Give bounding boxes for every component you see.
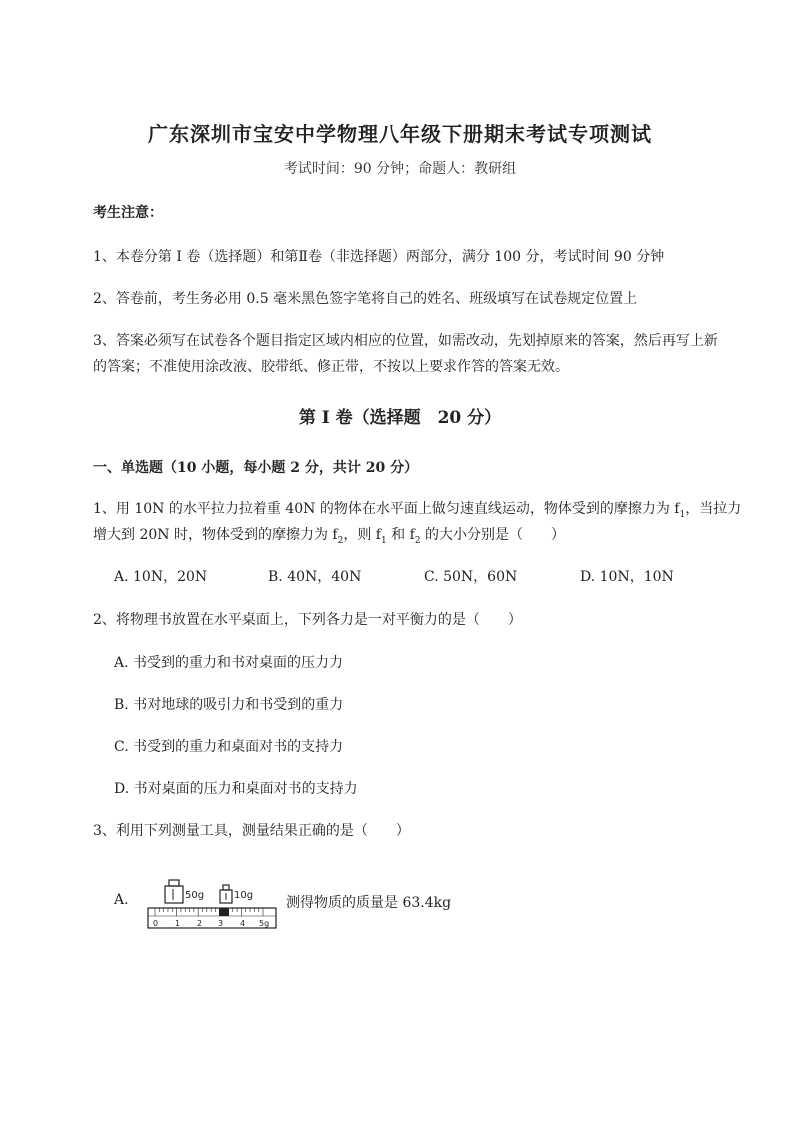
q2-option-d[interactable]: D. 书对桌面的压力和桌面对书的支持力 bbox=[114, 781, 358, 797]
weight-50g-label: 50g bbox=[185, 890, 205, 901]
exam-info: 考试时间：90 分钟；命题人：教研组 bbox=[283, 161, 517, 177]
q2-option-a[interactable]: A. 书受到的重力和书对桌面的压力力 bbox=[114, 655, 344, 671]
q1-option-d[interactable]: D. 10N，10N bbox=[580, 569, 674, 585]
ruler-tick-label: 5g bbox=[259, 919, 270, 928]
ruler-tick-label: 1 bbox=[175, 919, 181, 928]
ruler-tick-label: 3 bbox=[218, 919, 224, 928]
ruler-tick-label: 4 bbox=[240, 919, 246, 928]
q1-stem-line2: 增大到 20N 时，物体受到的摩擦力为 $f_2$，则 $f_1$ 和 $f_2$ 的大小分别是（ ） bbox=[93, 527, 565, 546]
ruler-tick-label: 2 bbox=[197, 919, 203, 928]
notice-item-1: 1、本卷分第 I 卷（选择题）和第Ⅱ卷（非选择题）两部分，满分 100 分，考试时间 90 分钟 bbox=[93, 249, 665, 265]
ruler-tick-label: 0 bbox=[153, 919, 159, 928]
q1-stem-line1: 1、用 10N 的水平拉力拉着重 40N 的物体在水平面上做匀速直线运动，物体受到的摩擦力为 $f_1$，当拉力 bbox=[93, 501, 742, 520]
section-title: 第 I 卷（选择题 20 分） bbox=[298, 408, 502, 428]
q2-option-b[interactable]: B. 书对地球的吸引力和书受到的重力 bbox=[114, 697, 344, 713]
page-title: 广东深圳市宝安中学物理八年级下册期末考试专项测试 bbox=[148, 122, 652, 146]
weight-10g-label: 10g bbox=[234, 890, 254, 901]
rider-slider bbox=[219, 908, 229, 916]
q2-option-c[interactable]: C. 书受到的重力和桌面对书的支持力 bbox=[114, 739, 344, 755]
notice-item-3: 3、答案必须写在试卷各个题目指定区域内相应的位置，如需改动，先划掉原来的答案，然后再写上新 bbox=[93, 333, 718, 349]
weight-10g-icon bbox=[220, 885, 253, 903]
q3-option-a-text: 测得物质的质量是 63.4kg bbox=[286, 895, 452, 911]
part-heading: 一、单选题（10 小题，每小题 2 分，共计 20 分） bbox=[93, 460, 419, 476]
q3-option-a-label[interactable]: A. bbox=[114, 892, 129, 908]
q2-stem: 2、将物理书放置在水平桌面上，下列各力是一对平衡力的是（ ） bbox=[93, 612, 522, 628]
balance-scale-figure bbox=[145, 872, 280, 934]
q1-option-a[interactable]: A. 10N，20N bbox=[114, 569, 208, 585]
notice-item-2: 2、答卷前，考生务必用 0.5 毫米黑色签字笔将自己的姓名、班级填写在试卷规定位置上 bbox=[93, 291, 638, 307]
q1-option-b[interactable]: B. 40N，40N bbox=[268, 569, 362, 585]
notice-heading: 考生注意： bbox=[93, 205, 163, 221]
weight-50g-icon bbox=[165, 880, 204, 903]
q1-option-c[interactable]: C. 50N，60N bbox=[424, 569, 518, 585]
q3-stem: 3、利用下列测量工具，测量结果正确的是（ ） bbox=[93, 823, 410, 839]
notice-item-3-cont: 的答案；不准使用涂改液、胶带纸、修正带，不按以上要求作答的答案无效。 bbox=[93, 359, 569, 375]
ruler-scale bbox=[148, 908, 276, 928]
